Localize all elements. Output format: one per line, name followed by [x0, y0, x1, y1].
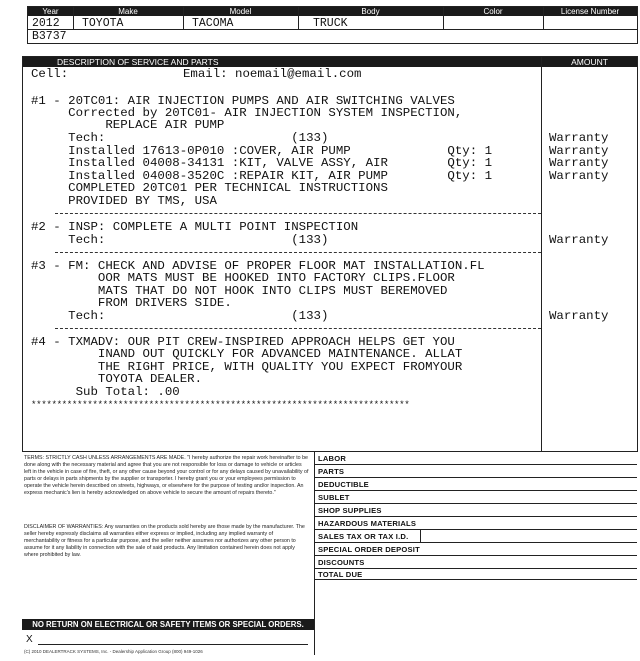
service-line: Installed 17613-0P010 :COVER, AIR PUMP Qty: 1	[31, 144, 493, 158]
no-return-banner: NO RETURN ON ELECTRICAL OR SAFETY ITEMS OR SPECIAL ORDERS.	[22, 619, 314, 630]
cell-label: Cell:	[31, 67, 69, 81]
make-header: Make	[118, 7, 138, 16]
service-line: TOYOTA DEALER.	[31, 372, 203, 386]
total-label-total-due: TOTAL DUE	[318, 570, 363, 579]
service-line: Corrected by 20TC01- AIR INJECTION SYSTEM INSPECTION,	[31, 106, 463, 120]
total-label-sublet: SUBLET	[318, 493, 350, 502]
total-label-shop-supplies: SHOP SUPPLIES	[318, 506, 382, 515]
disclaimer-text: DISCLAIMER OF WARRANTIES: Any warranties on the products sold hereby are those made by the manufacturer. The seller hereby expressly disclaims all warranties either express or implied, including any implied warranty of merchantability or fitness for a particular purpose, and the seller neither assumes nor authorizes any other person to assume for it any liability in connection with the sale of said products. Any limitation contained herein does not apply where prohibited by law.	[24, 524, 305, 558]
model-value: TACOMA	[192, 17, 234, 30]
service-line: Installed 04008-34131 :KIT, VALVE ASSY, AIR Qty: 1	[31, 156, 493, 170]
amount-warranty: Warranty	[549, 169, 609, 183]
total-label-deductible: DEDUCTIBLE	[318, 480, 369, 489]
make-value: TOYOTA	[82, 17, 124, 30]
body-value: TRUCK	[313, 17, 348, 30]
total-label-special-order: SPECIAL ORDER DEPOSIT	[318, 545, 420, 554]
copyright-text: (C) 2010 DEALERTRACK SYSTEMS, Inc. - Dealership Application Group (800) 949-1026	[24, 649, 203, 654]
service-line: Tech: (133)	[31, 233, 329, 247]
service-box	[22, 56, 638, 452]
service-line: REPLACE AIR PUMP	[31, 118, 225, 132]
amount-header: AMOUNT	[542, 57, 637, 67]
subtotal-line: Sub Total: .00	[31, 385, 180, 399]
signature-line	[38, 644, 308, 645]
line-separator	[55, 252, 541, 253]
service-line: COMPLETED 20TC01 PER TECHNICAL INSTRUCTIONS	[31, 181, 388, 195]
line-separator	[55, 328, 541, 329]
year-header: Year	[42, 7, 59, 16]
service-line: OOR MATS MUST BE HOOKED INTO FACTORY CLIPS.FLOOR	[31, 271, 455, 285]
license-header: License Number	[560, 7, 620, 16]
totals-table	[314, 451, 637, 579]
vin-fragment: B3737	[32, 30, 67, 43]
total-label-sales-tax: SALES TAX OR TAX I.D.	[318, 532, 409, 541]
service-line: #2 - INSP: COMPLETE A MULTI POINT INSPECTION	[31, 220, 359, 234]
vehicle-table	[27, 6, 638, 44]
service-line: #1 - 20TC01: AIR INJECTION PUMPS AND AIR SWITCHING VALVES	[31, 94, 455, 108]
description-header: DESCRIPTION OF SERVICE AND PARTS	[23, 57, 541, 67]
terms-text: TERMS: STRICTLY CASH UNLESS ARRANGEMENTS ARE MADE. "I hereby authorize the repair work hereinafter to be done along with the necessary material and agree that you are not responsible for loss or damage to vehicle or articles left in the vehicle in case of fire, theft, or any other cause beyond your control or for any delays caused by unavailability of parts or delays in parts shipments by the supplier or transporter. I hereby grant you or your employees permission to operate the vehicle herein described on streets, highways, or elsewhere for the purpose of testing and/or inspection. An express mechanic's lien is hereby acknowledged on above vehicle to secure the amount of repairs thereto."	[24, 455, 309, 496]
amount-warranty: Warranty	[549, 309, 609, 323]
service-line: Installed 04008-3520C :REPAIR KIT, AIR PUMP Qty: 1	[31, 169, 493, 183]
service-line: #3 - FM: CHECK AND ADVISE OF PROPER FLOOR MAT INSTALLATION.FL	[31, 259, 485, 273]
service-line: FROM DRIVERS SIDE.	[31, 296, 232, 310]
total-label-labor: LABOR	[318, 454, 346, 463]
service-line: PROVIDED BY TMS, USA	[31, 194, 217, 208]
body-header: Body	[361, 7, 380, 16]
model-header: Model	[229, 7, 252, 16]
year-value: 2012	[32, 17, 60, 30]
service-line: #4 - TXMADV: OUR PIT CREW-INSPIRED APPROACH HELPS GET YOU	[31, 335, 455, 349]
color-header: Color	[483, 7, 503, 16]
amount-warranty: Warranty	[549, 233, 609, 247]
service-line: MATS THAT DO NOT HOOK INTO CLIPS MUST BEREMOVED	[31, 284, 448, 298]
amount-warranty: Warranty	[549, 131, 609, 145]
line-separator	[55, 213, 541, 214]
service-line: THE RIGHT PRICE, WITH QUALITY YOU EXPECT FROMYOUR	[31, 360, 463, 374]
total-label-hazardous: HAZARDOUS MATERIALS	[318, 519, 417, 528]
amount-warranty: Warranty	[549, 156, 609, 170]
service-line: Tech: (133)	[31, 309, 329, 323]
service-line: INAND OUT QUICKLY FOR ADVANCED MAINTENANCE. ALLAT	[31, 347, 463, 361]
total-label-discounts: DISCOUNTS	[318, 558, 365, 567]
service-line: Tech: (133)	[31, 131, 329, 145]
total-label-parts: PARTS	[318, 467, 345, 476]
amount-warranty: Warranty	[549, 144, 609, 158]
signature-mark: X	[26, 634, 33, 645]
asterisk-divider: **************************************************************************	[31, 399, 410, 410]
email-line: Email: noemail@email.com	[183, 67, 362, 81]
